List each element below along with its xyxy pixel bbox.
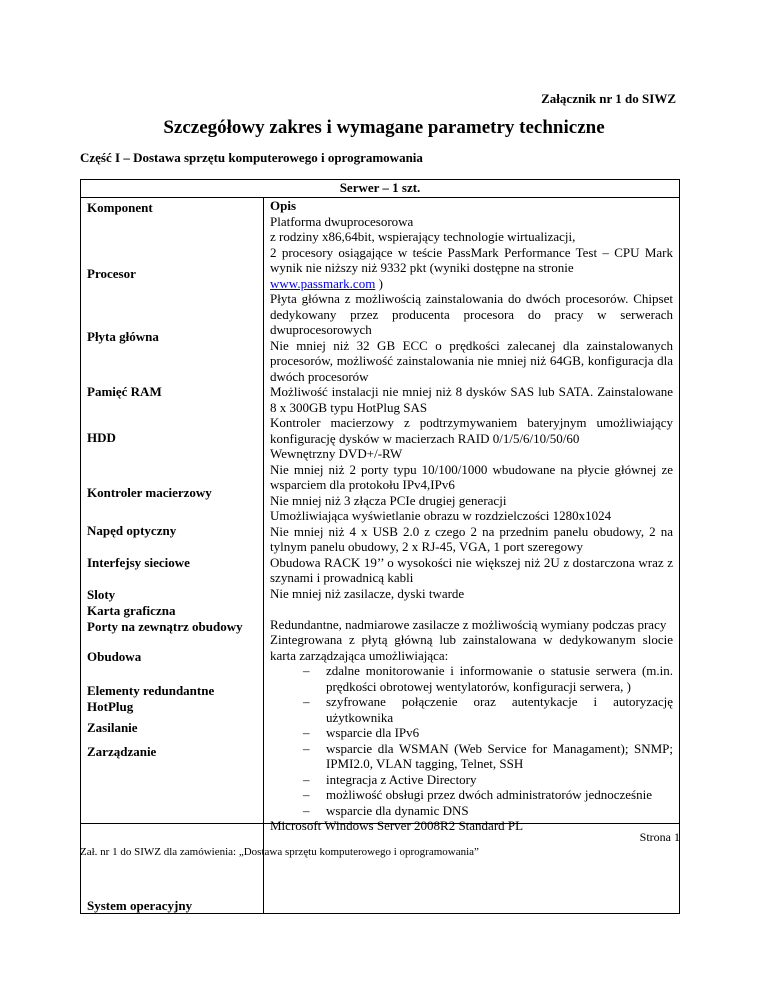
list-item: – integracja z Active Directory — [303, 771, 477, 787]
desc-zarzadzanie-intro: Zintegrowana z płytą główną lub zainstalowana w dedykowanym slocie karta zarządzająca umożliwiająca: — [270, 632, 673, 663]
component-label: Procesor — [87, 266, 136, 281]
footer-text: Zał. nr 1 do SIWZ dla zamówienia: „Dostawa sprzętu komputerowego i oprogramowania” — [80, 846, 479, 858]
list-item: – zdalne monitorowanie i informowanie o statusie serwera (m.in. prędkości obrotowej wentylatorów, konfiguracji serwera, ) — [303, 663, 673, 694]
description-header: Opis — [270, 198, 297, 213]
component-label: Zarządzanie — [87, 744, 157, 759]
component-label: System operacyjny — [87, 898, 193, 913]
desc-kontroler: Kontroler macierzowy z podtrzymywaniem bateryjnym umożliwiający konfigurację dysków w macierzach RAID 0/1/5/6/10/50/60 — [270, 415, 673, 446]
list-item: – wsparcie dla WSMAN (Web Service for Managament); SNMP; IPMI2.0, VLAN tagging, Telnet, SSH — [303, 740, 673, 771]
empty-line — [270, 601, 673, 617]
component-label: HDD — [87, 430, 116, 445]
desc-hdd: Możliwość instalacji nie mniej niż 8 dysków SAS lub SATA. Zainstalowane 8 x 300GB typu HotPlug SAS — [270, 384, 673, 415]
component-label: Sloty — [87, 587, 116, 602]
component-column — [81, 198, 264, 914]
component-label: Elementy redundantne HotPlug — [87, 683, 215, 714]
desc-procesor-2: z rodziny x86,64bit, wspierający technologie wirtualizacji, — [270, 229, 576, 244]
desc-redundantne: Nie mniej niż zasilacze, dyski twarde — [270, 585, 465, 601]
component-label: Obudowa — [87, 649, 142, 664]
component-label: Porty na zewnątrz obudowy — [87, 619, 243, 634]
desc-system: Microsoft Windows Server 2008R2 Standard PL — [270, 818, 524, 833]
page-number: Strona 1 — [639, 830, 680, 844]
desc-plyta: Płyta główna z możliwością zainstalowania do dwóch procesorów. Chipset dedykowany przez producenta procesora do pracy w serwerach dwuprocesorowych — [270, 291, 673, 337]
component-label: Interfejsy sieciowe — [87, 555, 190, 570]
component-label: Płyta główna — [87, 329, 159, 344]
component-label: Kontroler macierzowy — [87, 485, 212, 500]
footer-divider — [80, 823, 680, 824]
desc-procesor-1: Platforma dwuprocesorowa — [270, 213, 414, 229]
component-label: Zasilanie — [87, 720, 138, 735]
desc-porty: Nie mniej niż 4 x USB 2.0 z czego 2 na przednim panelu obudowy, 2 na tylnym panelu obudowy, 2 x RJ-45, VGA, 1 port szeregowy — [270, 523, 673, 554]
list-item: – wsparcie dla IPv6 — [303, 725, 420, 740]
component-header: Komponent — [87, 200, 153, 215]
desc-procesor-link-line — [270, 276, 673, 292]
part-heading: Część I – Dostawa sprzętu komputerowego i oprogramowania — [80, 150, 423, 165]
component-label: Napęd optyczny — [87, 523, 177, 538]
desc-procesor-3: 2 procesory osiągające w teście PassMark Performance Test – CPU Mark wynik nie niższy niż 9332 pkt (wyniki dostępne na stronie — [270, 244, 673, 275]
desc-obudowa: Obudowa RACK 19’’ o wysokości nie większej niż 2U z dostarczona wraz z szynami i prowadnicą kabli — [270, 554, 673, 585]
desc-sloty: Nie mniej niż 3 złącza PCIe drugiej generacji — [270, 492, 507, 508]
document-title: Szczegółowy zakres i wymagane parametry techniczne — [163, 117, 605, 138]
component-label: Pamięć RAM — [87, 384, 162, 399]
management-list — [270, 663, 673, 818]
table-caption: Serwer – 1 szt. — [81, 180, 680, 198]
passmark-link[interactable]: www.passmark.com — [270, 275, 376, 291]
desc-interfejsy: Nie mniej niż 2 porty typu 10/100/1000 wbudowane na płycie głównej ze wsparciem dla protokołu IPv4,IPv6 — [270, 461, 673, 492]
link-suffix: ) — [375, 275, 383, 291]
desc-karta: Umożliwiająca wyświetlanie obrazu w rozdzielczości 1280x1024 — [270, 508, 612, 523]
description-column — [264, 198, 680, 914]
list-item: – wsparcie dla dynamic DNS — [303, 802, 469, 818]
component-label: Karta graficzna — [87, 603, 176, 618]
desc-naped: Wewnętrzny DVD+/-RW — [270, 446, 403, 461]
attachment-header: Załącznik nr 1 do SIWZ — [541, 91, 676, 106]
spec-table — [80, 179, 680, 914]
list-item: – szyfrowane połączenie oraz autentykacje i autoryzację użytkownika — [303, 694, 673, 725]
desc-ram: Nie mniej niż 32 GB ECC o prędkości zalecanej dla zainstalowanych procesorów, możliwość zainstalowania nie mniej niż 64GB, konfiguracja dla dwóch procesorów — [270, 337, 673, 384]
desc-zasilanie: Redundantne, nadmiarowe zasilacze z możliwością wymiany podczas pracy — [270, 616, 667, 632]
list-item: – możliwość obsługi przez dwóch administratorów jednocześnie — [303, 787, 652, 802]
